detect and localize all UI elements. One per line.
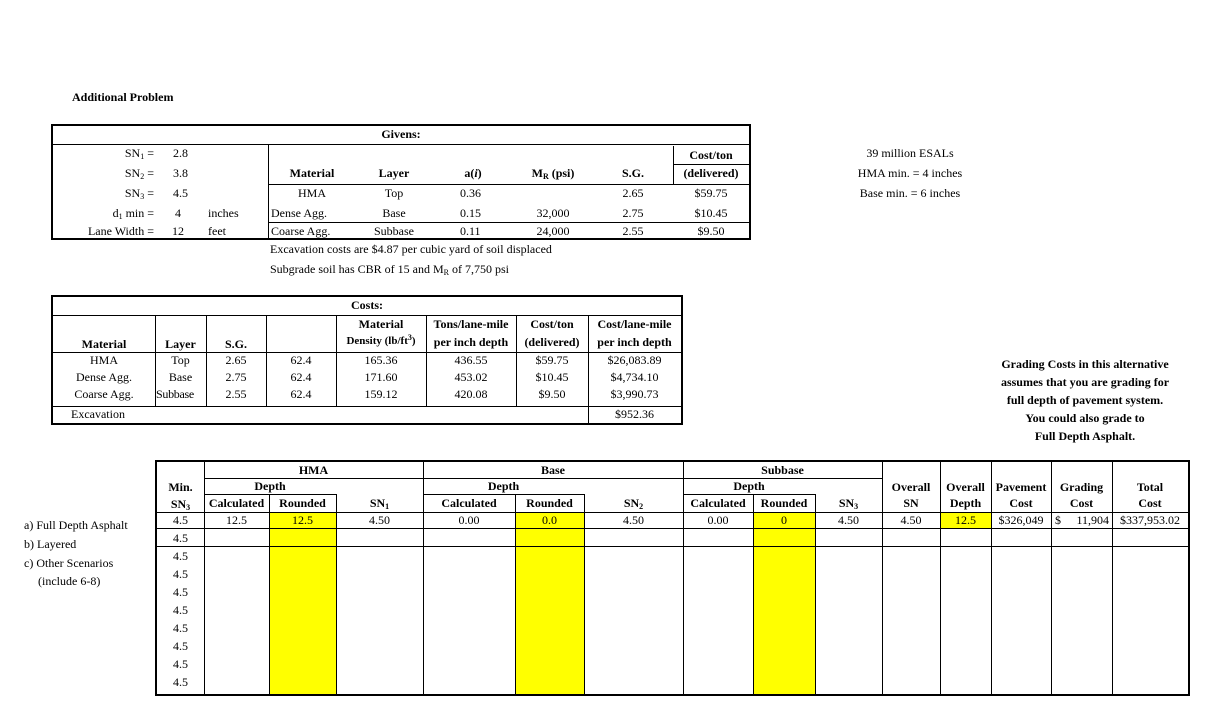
param-sn1-label: $SN_1$ = [124, 146, 154, 161]
givens-row-material: Dense Agg. [271, 206, 327, 220]
design-header-sn1: $SN_1$ [369, 496, 390, 511]
design-table [155, 460, 1190, 696]
design-header-overall-depth2: Depth [949, 496, 982, 510]
row-c-min-sn3: 4.5 [173, 603, 188, 617]
row-b-min-sn3: 4.5 [173, 531, 188, 545]
row-c-min-sn3: 4.5 [173, 675, 188, 689]
param-sn3-value: 4.5 [173, 186, 188, 200]
design-header-grading2: Cost [1069, 496, 1094, 510]
givens-row-sg: 2.65 [622, 186, 644, 200]
givens-row-material: Coarse Agg. [271, 224, 331, 238]
row-c-min-sn3: 4.5 [173, 639, 188, 653]
row-a-subbase-calculated: 0.00 [707, 513, 729, 527]
param-lane-width-label: Lane Width = [87, 224, 154, 238]
design-header-sn3: $SN_3$ [838, 496, 859, 511]
givens-header-cost1: Cost/ton [689, 148, 733, 162]
givens-header-cost2: (delivered) [683, 166, 739, 180]
costs-row-layer: Subbase [156, 387, 194, 401]
givens-row-cost: $10.45 [694, 206, 728, 220]
costs-row-density: 165.36 [364, 353, 398, 367]
costs-row-layer: Base [168, 370, 193, 384]
row-a-min-sn3: 4.5 [173, 513, 188, 527]
costs-row-density: 159.12 [364, 387, 398, 401]
givens-heading: Givens: [381, 127, 421, 141]
givens-row-sg: 2.75 [622, 206, 644, 220]
costs-row-sg: 2.55 [225, 387, 247, 401]
givens-row-layer: Base [382, 206, 406, 220]
costs-row-cost: $10.45 [535, 370, 569, 384]
costs-row-material: Dense Agg. [76, 370, 132, 384]
design-header-total2: Cost [1138, 496, 1162, 510]
row-a-subbase-rounded[interactable]: 0 [781, 513, 787, 527]
row-c-min-sn3: 4.5 [173, 657, 188, 671]
row-a-hma-rounded[interactable]: 12.5 [292, 513, 313, 527]
costs-row-sg: 2.75 [225, 370, 247, 384]
givens-row-a: 0.36 [460, 186, 481, 200]
row-a-sn1: 4.50 [369, 513, 390, 527]
param-lane-width-value: 12 [172, 224, 184, 238]
givens-row-layer: Top [384, 186, 404, 200]
row-a-total-cost: $337,953.02 [1120, 513, 1180, 527]
design-header-overall-sn2: SN [903, 496, 919, 510]
row-label-layered: b) Layered [24, 537, 77, 551]
costs-row-cost: $59.75 [535, 353, 569, 367]
grading-note: Grading Costs in this alternative assumes that you are grading for full depth of pavement system. You could also grade to Full Depth Asphalt. [1000, 357, 1170, 443]
costs-header-density2: Density $(lb/ft^3)$ [346, 333, 416, 347]
param-d1-value: 4 [175, 206, 181, 220]
givens-header-material: Material [289, 166, 335, 180]
page-title: Additional Problem [72, 90, 174, 104]
givens-row-cost: $59.75 [694, 186, 728, 200]
row-a-overall-sn: 4.50 [900, 513, 922, 527]
design-header-min-sn: $SN_3$ [170, 497, 191, 512]
costs-row-cost: $9.50 [538, 387, 566, 401]
design-header-grading1: Grading [1059, 480, 1104, 494]
costs-excavation-value: $952.36 [615, 407, 654, 421]
design-header-subbase-rounded: Rounded [760, 496, 808, 510]
param-d1-label: $d_1$ min = [112, 206, 154, 221]
param-sn2-value: 3.8 [173, 166, 188, 180]
givens-row-a: 0.11 [460, 224, 481, 238]
design-header-base-calculated: Calculated [441, 496, 497, 510]
costs-header-tons2: per inch depth [433, 335, 509, 349]
param-sn1-value: 2.8 [173, 146, 188, 160]
costs-header-cost1: Cost/ton [530, 317, 574, 331]
costs-row-sg: 2.65 [225, 353, 247, 367]
design-header-overall-depth1: Overall [946, 480, 985, 494]
givens-row-mr: 32,000 [536, 206, 570, 220]
givens-header-sg: S.G. [621, 166, 644, 180]
row-c-min-sn3: 4.5 [173, 585, 188, 599]
costs-header-clm2: per inch depth [597, 335, 672, 349]
row-label-full-depth: a) Full Depth Asphalt [24, 518, 128, 532]
givens-row-material: HMA [297, 186, 326, 200]
design-header-pavement2: Cost [1009, 496, 1033, 510]
costs-heading: Costs: [351, 298, 383, 312]
row-c-min-sn3: 4.5 [173, 567, 188, 581]
givens-header-layer: Layer [378, 166, 410, 180]
row-a-hma-calculated: 12.5 [226, 513, 247, 527]
costs-row-density: 171.60 [364, 370, 398, 384]
givens-row-sg: 2.55 [622, 224, 644, 238]
row-a-pavement-cost: $326,049 [998, 513, 1044, 527]
design-header-base-rounded: Rounded [526, 496, 573, 510]
design-header-hma: HMA [298, 463, 329, 477]
design-header-pavement1: Pavement [995, 480, 1047, 494]
design-header-subbase-depth: Depth [733, 479, 765, 493]
costs-header-sg: S.G. [224, 337, 247, 351]
design-header-base-depth: Depth [487, 479, 520, 493]
costs-row-material: Coarse Agg. [74, 387, 134, 401]
costs-table [51, 295, 683, 425]
design-header-min: Min. [168, 480, 193, 494]
costs-header-clm1: Cost/lane-mile [597, 317, 672, 331]
costs-row-w: 62.4 [290, 387, 312, 401]
esal-note: 39 million ESALs [866, 146, 954, 160]
givens-row-layer: Subbase [374, 224, 414, 238]
param-d1-unit: inches [208, 206, 239, 220]
row-a-base-calculated: 0.00 [458, 513, 480, 527]
design-header-hma-depth: Depth [254, 479, 286, 493]
param-lane-width-unit: feet [208, 224, 226, 238]
costs-row-w: 62.4 [290, 370, 312, 384]
row-a-grading-cost: 11,904 [1076, 513, 1109, 527]
costs-row-clm: $4,734.10 [610, 370, 659, 384]
excavation-note: Excavation costs are $4.87 per cubic yard of soil displaced [270, 242, 552, 256]
costs-header-tons1: Tons/lane-mile [433, 317, 509, 331]
subgrade-note: Subgrade soil has CBR of 15 and $M_R$ of 7,750 psi [270, 262, 510, 277]
row-a-base-rounded[interactable]: 0.0 [542, 513, 557, 527]
design-header-overall-sn1: Overall [891, 480, 931, 494]
design-header-sn2: $SN_2$ [623, 496, 644, 511]
costs-header-density1: Material [358, 317, 404, 331]
row-label-include: (include 6-8) [38, 574, 101, 588]
givens-row-a: 0.15 [460, 206, 481, 220]
costs-row-layer: Top [171, 353, 190, 367]
row-a-sn2: 4.50 [623, 513, 644, 527]
param-sn2-label: $SN_2$ = [124, 166, 154, 181]
row-label-other: c) Other Scenarios [24, 556, 114, 570]
costs-header-cost2: (delivered) [524, 335, 580, 349]
costs-header-layer: Layer [165, 337, 196, 351]
hma-min-note: HMA min. = 4 inches [857, 166, 963, 180]
design-header-hma-calculated: Calculated [208, 496, 265, 510]
givens-table [51, 124, 751, 240]
costs-row-tons: 420.08 [454, 387, 488, 401]
row-a-grading-currency: $ [1055, 513, 1061, 527]
givens-row-mr: 24,000 [536, 224, 570, 238]
row-c-min-sn3: 4.5 [173, 549, 188, 563]
design-header-subbase-calculated: Calculated [690, 496, 746, 510]
costs-header-material: Material [81, 337, 127, 351]
design-header-base: Base [541, 463, 565, 477]
costs-row-w: 62.4 [290, 353, 312, 367]
design-header-total1: Total [1136, 480, 1164, 494]
row-c-min-sn3: 4.5 [173, 621, 188, 635]
costs-row-clm: $26,083.89 [607, 353, 662, 367]
givens-header-a: a(i) [464, 166, 482, 180]
base-min-note: Base min. = 6 inches [859, 186, 961, 200]
costs-row-clm: $3,990.73 [610, 387, 659, 401]
costs-excavation-label: Excavation [71, 407, 125, 421]
givens-row-cost: $9.50 [697, 224, 725, 238]
givens-header-mr: $M_R$ (psi) [531, 166, 575, 181]
param-sn3-label: $SN_3$ = [124, 186, 154, 201]
row-a-overall-depth: 12.5 [955, 513, 976, 527]
design-header-subbase: Subbase [761, 463, 804, 477]
costs-row-tons: 436.55 [454, 353, 488, 367]
costs-row-material: HMA [89, 353, 118, 367]
costs-row-tons: 453.02 [454, 370, 488, 384]
row-a-sn3: 4.50 [838, 513, 859, 527]
design-header-hma-rounded: Rounded [279, 496, 326, 510]
